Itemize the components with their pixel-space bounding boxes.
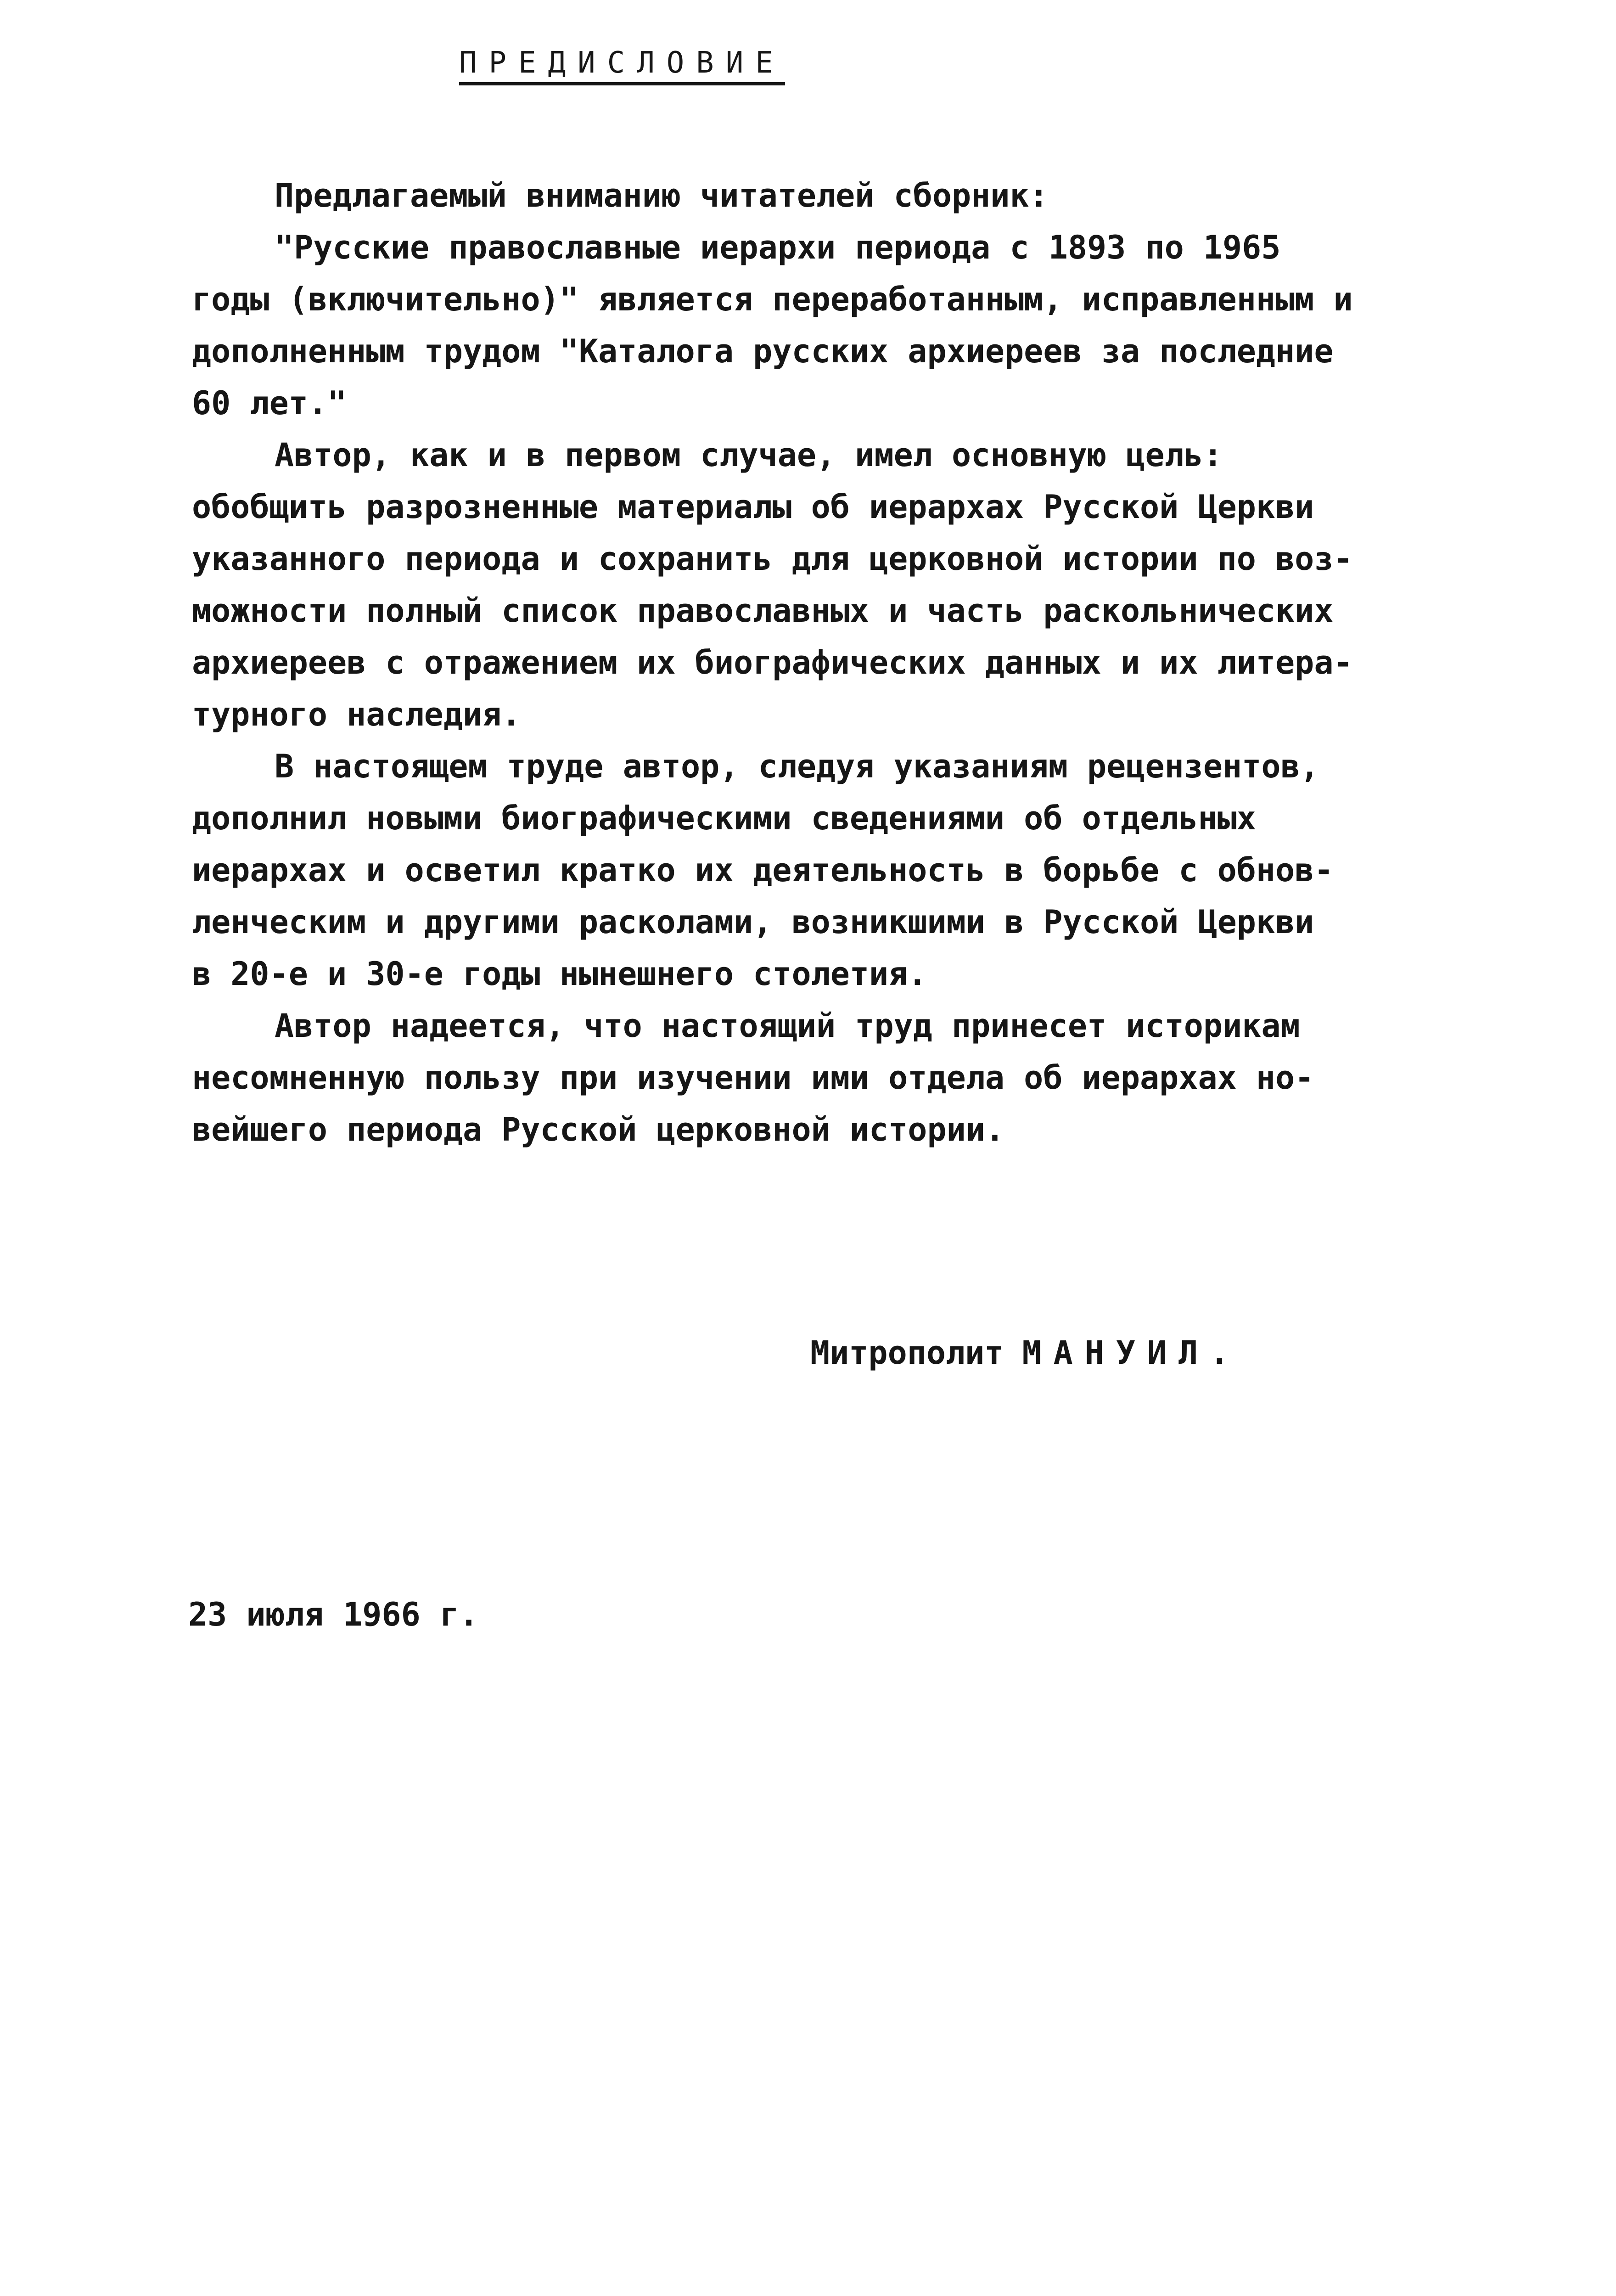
document-heading: ПРЕДИСЛОВИЕ: [459, 48, 785, 85]
body-line: архиереев с отражением их биографических данных и их литера-: [192, 644, 1353, 681]
signature-title: Митрополит: [810, 1334, 1004, 1372]
body-line: несомненную пользу при изучении ими отдела об иерархах но-: [192, 1059, 1314, 1097]
signature-name: МАНУИЛ.: [1022, 1334, 1241, 1372]
body-line: дополнил новыми биографическими сведениями об отдельных: [192, 799, 1256, 837]
body-line: дополненным трудом "Каталога русских архиереев за последние: [192, 332, 1334, 370]
signature-block: [810, 1334, 1241, 1372]
document-body: [192, 170, 1459, 1156]
body-line: указанного периода и сохранить для церковной истории по воз-: [192, 540, 1353, 578]
body-line: Автор надеется, что настоящий труд принесет историкам: [275, 1007, 1300, 1045]
body-line: иерархах и осветил кратко их деятельность в борьбе с обнов-: [192, 851, 1334, 889]
body-line: Предлагаемый вниманию читателей сборник:: [275, 177, 1049, 214]
body-line: в 20-е и 30-е годы нынешнего столетия.: [192, 955, 927, 993]
body-line: Автор, как и в первом случае, имел основную цель:: [275, 436, 1223, 474]
document-date: 23 июля 1966 г.: [188, 1596, 479, 1633]
body-line: можности полный список православных и часть раскольнических: [192, 592, 1334, 630]
body-line: ленческим и другими расколами, возникшими в Русской Церкви: [192, 903, 1314, 941]
body-line: вейшего периода Русской церковной истории.: [192, 1111, 1005, 1148]
body-line: годы (включительно)" является переработанным, исправленным и: [192, 281, 1353, 318]
body-line: В настоящем труде автор, следуя указаниям рецензентов,: [275, 748, 1319, 785]
body-line: турного наследия.: [192, 696, 521, 733]
body-line: обобщить разрозненные материалы об иерархах Русской Церкви: [192, 488, 1314, 526]
body-line: 60 лет.": [192, 384, 347, 422]
body-line: "Русские православные иерархи периода с 1893 по 1965: [275, 229, 1281, 266]
